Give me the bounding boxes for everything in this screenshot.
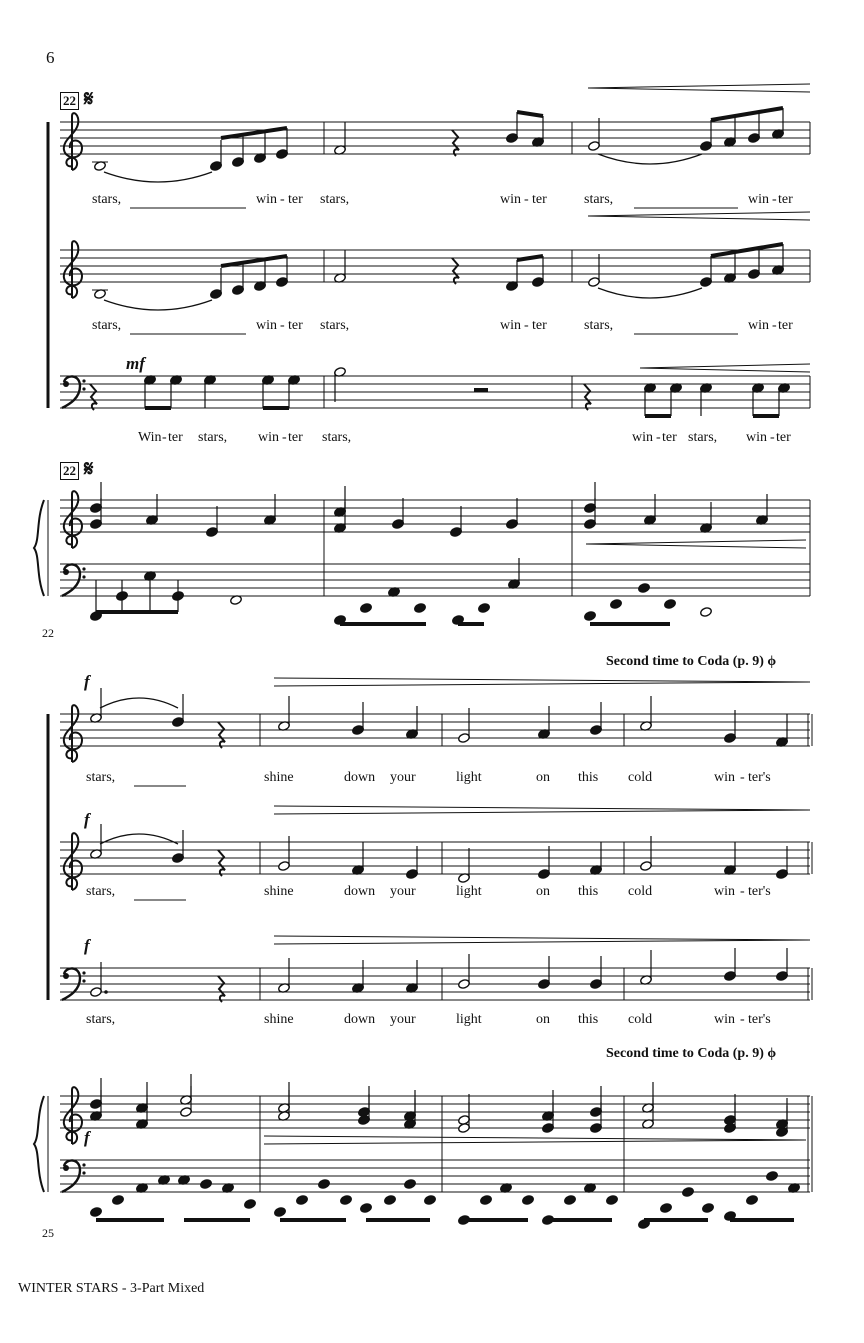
notehead (360, 1203, 373, 1214)
lyric-alto: shine (264, 884, 294, 899)
bass-clef-dot (82, 971, 85, 974)
notehead (702, 1203, 715, 1214)
lyric-soprano: shine (264, 770, 294, 785)
decrescendo-hairpin (264, 1140, 806, 1144)
lyric-alto: your (390, 884, 416, 899)
lyric-soprano: stars, (92, 192, 122, 207)
notehead (584, 611, 597, 622)
lyric-soprano: ter's (748, 770, 771, 785)
note-beam (517, 112, 543, 116)
lyric-soprano: stars, (86, 770, 116, 785)
notehead (414, 603, 427, 614)
lyric-soprano: down (344, 770, 376, 785)
lyric-baritone: stars, (86, 1012, 116, 1027)
slur (104, 300, 212, 310)
quarter-rest (218, 722, 225, 748)
dynamic-f: f (84, 810, 90, 829)
lyric-alto: stars, (86, 884, 116, 899)
bass-clef-dot (82, 1171, 85, 1174)
coda-instruction-top: Second time to Coda (p. 9) ϕ (606, 654, 777, 669)
lyric-baritone: ter (776, 430, 791, 445)
lyric-baritone: - (770, 430, 775, 445)
lyric-soprano: win (500, 192, 521, 207)
bass-clef-dot (63, 973, 69, 979)
notehead (700, 607, 713, 618)
lyric-alto: stars, (584, 318, 614, 333)
notehead (274, 1207, 287, 1218)
lyric-baritone: ter (168, 430, 183, 445)
quarter-rest (218, 850, 225, 876)
lyric-alto: stars, (92, 318, 122, 333)
bass-clef-dot (82, 379, 85, 382)
decrescendo-hairpin (274, 936, 810, 940)
lyric-alto: - (772, 318, 777, 333)
crescendo-hairpin (586, 544, 806, 548)
lyric-baritone: stars, (688, 430, 718, 445)
crescendo-hairpin (588, 212, 810, 216)
dynamic-f: f (84, 1128, 90, 1147)
crescendo-hairpin (588, 216, 810, 220)
slur (104, 172, 212, 182)
lyric-alto: light (456, 884, 482, 899)
lyric-alto: - (740, 884, 745, 899)
decrescendo-hairpin (274, 810, 810, 814)
bass-clef-dot (63, 381, 69, 387)
notehead (606, 1195, 619, 1206)
lyric-baritone: down (344, 1012, 376, 1027)
lyric-soprano: this (578, 770, 599, 785)
lyric-baritone: stars, (198, 430, 228, 445)
decrescendo-hairpin (274, 940, 810, 944)
lyric-alto: cold (628, 884, 653, 899)
lyric-baritone: your (390, 1012, 416, 1027)
bass-clef-dot (82, 979, 85, 982)
notehead (660, 1203, 673, 1214)
decrescendo-hairpin (274, 682, 810, 686)
lyric-soprano: - (524, 192, 529, 207)
crescendo-hairpin (640, 364, 810, 368)
rehearsal-mark: 22 (60, 92, 79, 110)
lyric-soprano: stars, (584, 192, 614, 207)
crescendo-hairpin (586, 540, 806, 544)
slur (598, 154, 702, 164)
quarter-rest (90, 384, 97, 410)
measure-number: 25 (42, 1226, 54, 1240)
lyric-alto: win (500, 318, 521, 333)
lyric-alto: down (344, 884, 376, 899)
lyric-soprano: ter (778, 192, 793, 207)
bass-clef-dot (82, 387, 85, 390)
lyric-baritone: - (162, 430, 167, 445)
lyric-alto: stars, (320, 318, 350, 333)
lyric-alto: ter (288, 318, 303, 333)
bass-clef-dot (82, 567, 85, 570)
lyric-alto: this (578, 884, 599, 899)
lyric-baritone: stars, (322, 430, 352, 445)
lyric-baritone: win (746, 430, 767, 445)
lyric-soprano: - (280, 192, 285, 207)
notehead (244, 1199, 257, 1210)
quarter-rest (452, 130, 459, 156)
segno-sign: 𝄋 (84, 86, 94, 111)
notehead (682, 1187, 695, 1198)
notehead (478, 603, 491, 614)
lyric-soprano: ter (288, 192, 303, 207)
lyric-baritone: shine (264, 1012, 294, 1027)
decrescendo-hairpin (274, 678, 810, 682)
lyric-baritone: light (456, 1012, 482, 1027)
lyric-alto: win (748, 318, 769, 333)
notehead (296, 1195, 309, 1206)
notehead (664, 599, 677, 610)
lyric-baritone: - (740, 1012, 745, 1027)
measure-number: 22 (42, 626, 54, 640)
quarter-rest (452, 258, 459, 284)
lyric-baritone: win (632, 430, 653, 445)
lyric-soprano: stars, (320, 192, 350, 207)
lyric-baritone: ter's (748, 1012, 771, 1027)
lyric-baritone: cold (628, 1012, 653, 1027)
notehead (404, 1179, 417, 1190)
slur (598, 288, 702, 298)
lyric-soprano: cold (628, 770, 653, 785)
bass-clef-dot (63, 1165, 69, 1171)
notehead (480, 1195, 493, 1206)
lyric-alto: ter (778, 318, 793, 333)
dynamic-f: f (84, 672, 90, 691)
quarter-rest (584, 384, 591, 410)
decrescendo-hairpin (264, 1136, 806, 1140)
lyric-alto: - (524, 318, 529, 333)
notehead (610, 599, 623, 610)
decrescendo-hairpin (274, 806, 810, 810)
notehead (638, 583, 651, 594)
crescendo-hairpin (588, 84, 810, 88)
notehead (522, 1195, 535, 1206)
lyric-baritone: this (578, 1012, 599, 1027)
footer-title: WINTER STARS - 3-Part Mixed (18, 1281, 205, 1296)
page-number: 6 (46, 48, 55, 67)
notehead (766, 1171, 779, 1182)
bass-clef-dot (63, 569, 69, 575)
bass-clef-dot (82, 1163, 85, 1166)
piano-brace (34, 1096, 44, 1192)
notehead (340, 1195, 353, 1206)
crescendo-hairpin (640, 368, 810, 372)
lyric-baritone: - (656, 430, 661, 445)
rehearsal-mark: 22 (60, 462, 79, 480)
lyric-soprano: - (740, 770, 745, 785)
lyric-soprano: ter (532, 192, 547, 207)
lyric-baritone: ter (288, 430, 303, 445)
lyric-alto: ter's (748, 884, 771, 899)
notehead (424, 1195, 437, 1206)
coda-instruction-bottom: Second time to Coda (p. 9) ϕ (606, 1046, 777, 1061)
notehead (384, 1195, 397, 1206)
quarter-rest (218, 976, 225, 1002)
lyric-baritone: Win (138, 430, 162, 445)
lyric-baritone: on (536, 1012, 550, 1027)
slur (100, 698, 178, 708)
lyric-soprano: your (390, 770, 416, 785)
half-rest (474, 388, 488, 392)
notehead (360, 603, 373, 614)
lyric-alto: - (280, 318, 285, 333)
dot (104, 990, 108, 994)
piano-brace (34, 500, 44, 596)
lyric-soprano: on (536, 770, 550, 785)
lyric-soprano: light (456, 770, 482, 785)
lyric-alto: win (714, 884, 735, 899)
lyric-baritone: win (714, 1012, 735, 1027)
notehead (90, 1207, 103, 1218)
notehead (564, 1195, 577, 1206)
segno-sign: 𝄋 (84, 456, 94, 481)
lyric-baritone: ter (662, 430, 677, 445)
notehead (746, 1195, 759, 1206)
lyric-baritone: win (258, 430, 279, 445)
dynamic-f: f (84, 936, 90, 955)
lyric-soprano: win (714, 770, 735, 785)
lyric-soprano: win (256, 192, 277, 207)
lyric-baritone: - (282, 430, 287, 445)
lyric-alto: win (256, 318, 277, 333)
bass-clef-dot (82, 575, 85, 578)
lyric-alto: on (536, 884, 550, 899)
dynamic-mf: mf (126, 354, 145, 373)
notehead (200, 1179, 213, 1190)
notehead (112, 1195, 125, 1206)
note-beam (517, 256, 543, 260)
lyric-soprano: win (748, 192, 769, 207)
lyric-alto: ter (532, 318, 547, 333)
notehead (318, 1179, 331, 1190)
crescendo-hairpin (588, 88, 810, 92)
lyric-soprano: - (772, 192, 777, 207)
note-beam (711, 108, 783, 120)
